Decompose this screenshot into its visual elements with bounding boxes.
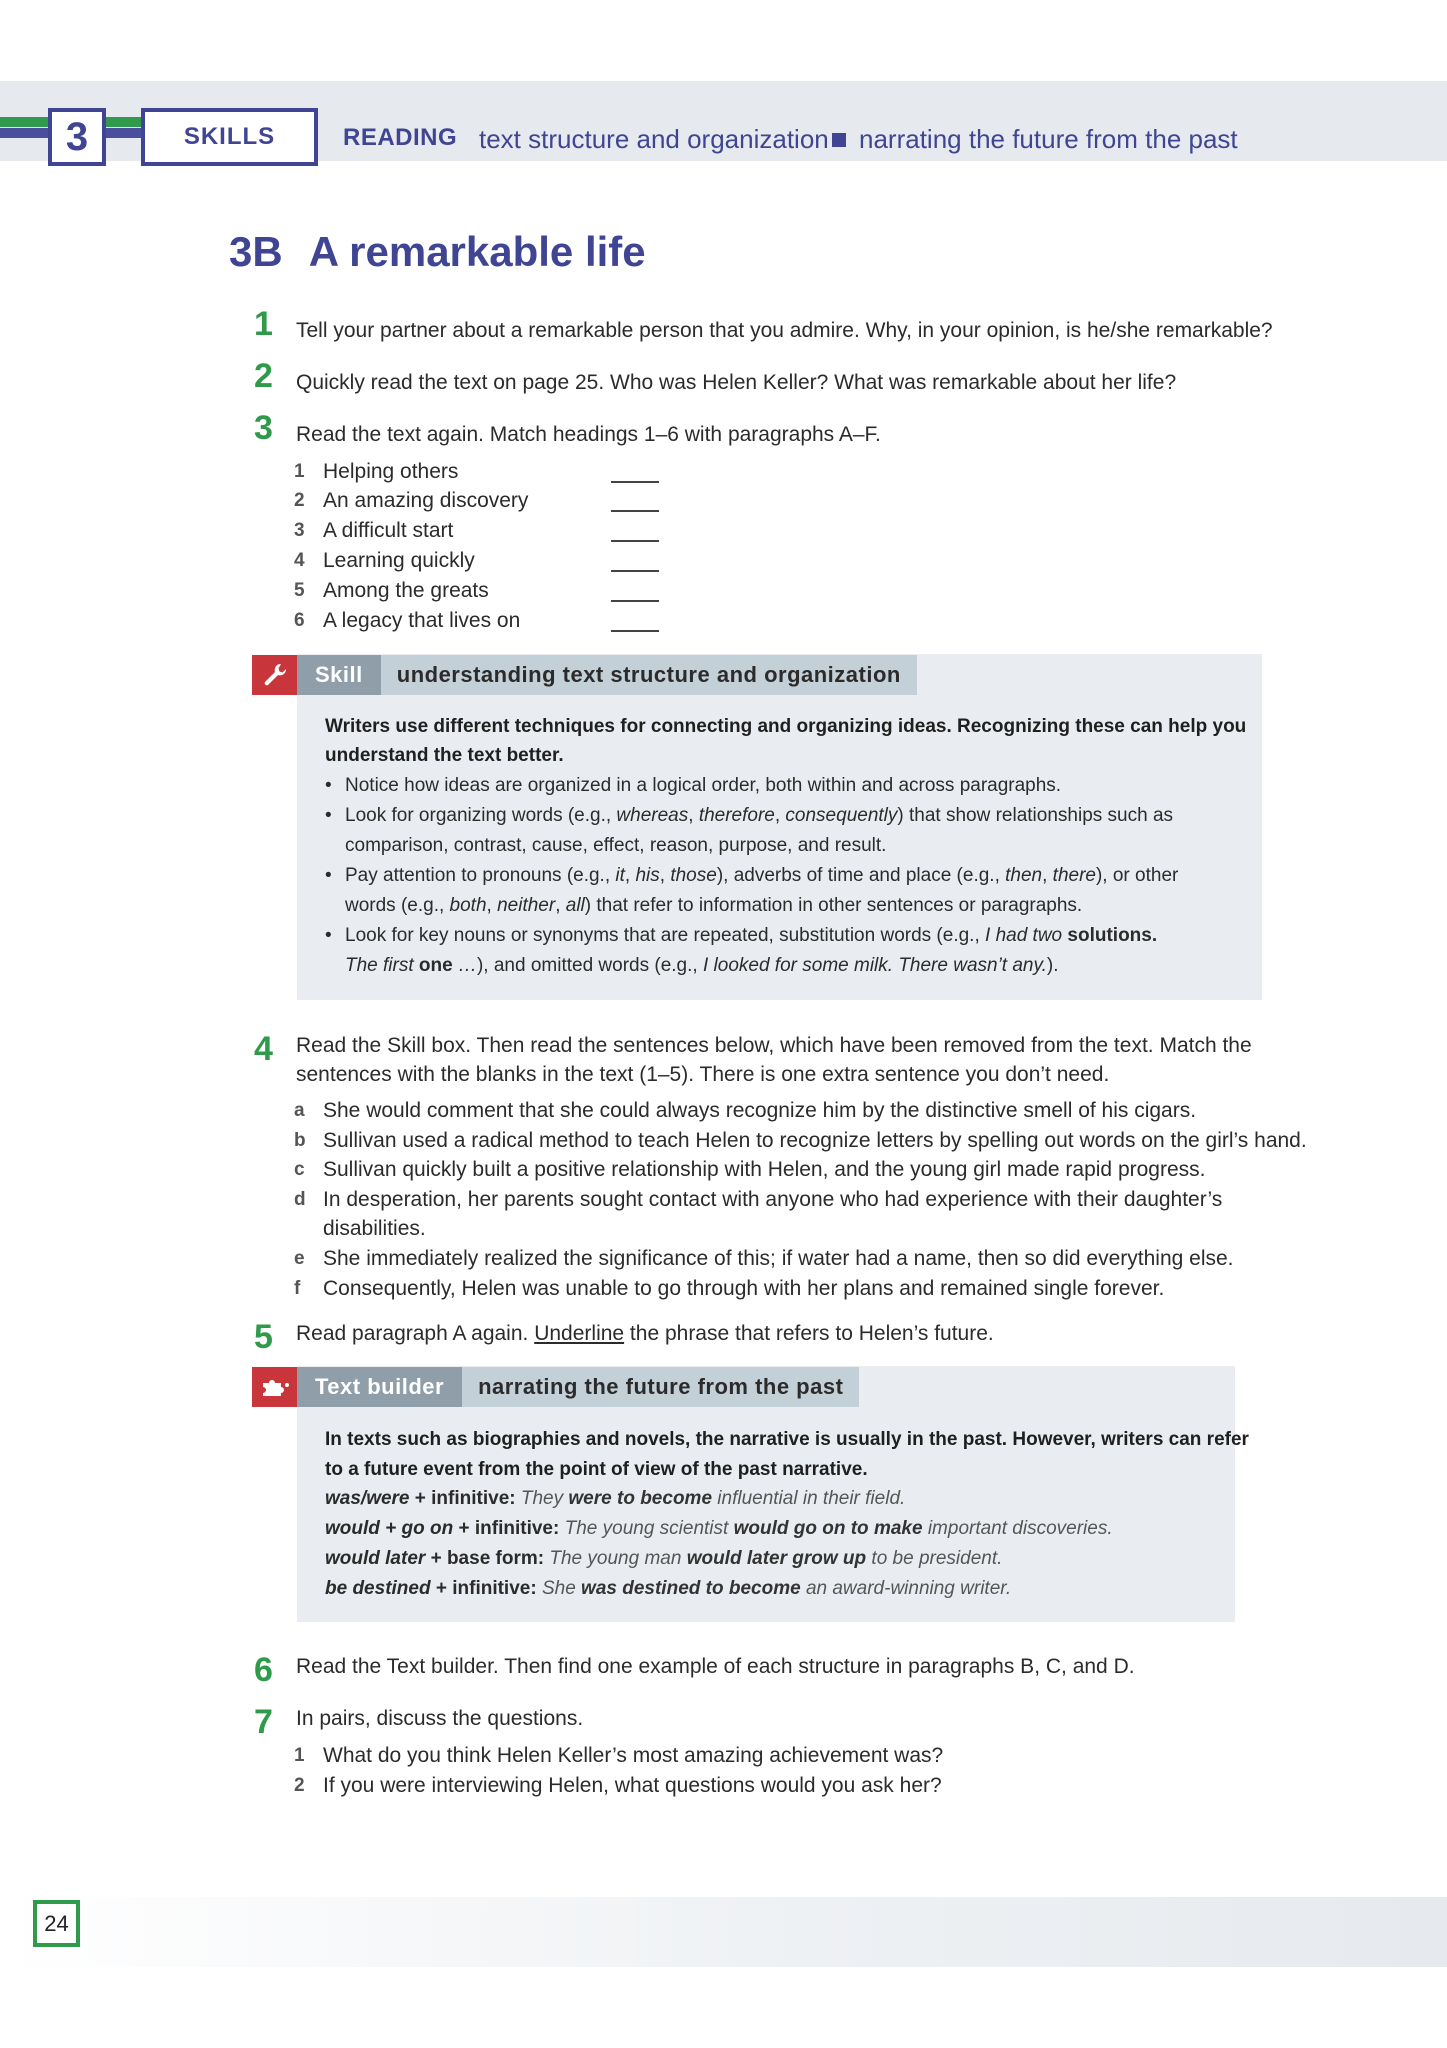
- answer-blank[interactable]: [611, 570, 659, 572]
- skill-bullet-2-cont: comparison, contrast, cause, effect, reason, purpose, and result.: [345, 835, 887, 856]
- question-text: If you were interviewing Helen, what questions would you ask her?: [323, 1774, 942, 1797]
- skill-bullet-2: Look for organizing words (e.g., whereas, therefore, consequently) that show relationships such as: [345, 805, 1174, 826]
- structure-row: would later + base form: The young man would later grow up to be president.: [325, 1548, 1003, 1569]
- sentence-letter: d: [294, 1189, 306, 1210]
- square-bullet-icon: [832, 133, 846, 147]
- sentence-text: Sullivan used a radical method to teach Helen to recognize letters by spelling out words on the girl’s hand.: [323, 1129, 1307, 1152]
- question-text: What do you think Helen Keller’s most amazing achievement was?: [323, 1744, 944, 1767]
- skill-intro: understand the text better.: [325, 745, 564, 766]
- text-builder-intro: to a future event from the point of view of the past narrative.: [325, 1459, 868, 1480]
- heading-number: 5: [294, 580, 305, 601]
- structure-row: be destined + infinitive: She was destined to become an award-winning writer.: [325, 1578, 1012, 1599]
- text-builder-intro: In texts such as biographies and novels, the narrative is usually in the past. However, writers can refer: [325, 1429, 1249, 1450]
- skill-intro: Writers use different techniques for connecting and organizing ideas. Recognizing these can help you: [325, 716, 1247, 737]
- sentence-text-cont: disabilities.: [323, 1217, 426, 1240]
- bullet-icon: •: [325, 925, 332, 946]
- exercise-number: 7: [254, 1703, 273, 1741]
- exercise-number: 6: [254, 1651, 273, 1689]
- exercise-4-instruction-cont: sentences with the blanks in the text (1–5). There is one extra sentence you don’t need.: [296, 1063, 1110, 1086]
- lesson-code: 3B: [229, 228, 283, 275]
- exercise-number: 4: [254, 1030, 273, 1068]
- exercise-6-instruction: Read the Text builder. Then find one example of each structure in paragraphs B, C, and D.: [296, 1655, 1135, 1678]
- bullet-icon: •: [325, 805, 332, 826]
- exercise-number: 2: [254, 357, 273, 395]
- answer-blank[interactable]: [611, 600, 659, 602]
- text-builder-label: Text builder: [297, 1367, 462, 1407]
- bullet-icon: •: [325, 865, 332, 886]
- skill-title: understanding text structure and organization: [381, 655, 917, 695]
- text-builder-title: narrating the future from the past: [462, 1367, 859, 1407]
- heading-text: Helping others: [323, 460, 459, 483]
- exercise-3-instruction: Read the text again. Match headings 1–6 with paragraphs A–F.: [296, 423, 881, 446]
- sentence-text: She would comment that she could always recognize him by the distinctive smell of his cigars.: [323, 1099, 1197, 1122]
- sentence-letter: b: [294, 1130, 306, 1151]
- heading-number: 3: [294, 520, 305, 541]
- skill-bullet-4: Look for key nouns or synonyms that are repeated, substitution words (e.g., I had two solutions.: [345, 925, 1158, 946]
- heading-number: 1: [294, 461, 305, 482]
- answer-blank[interactable]: [611, 481, 659, 483]
- skill-type: READING: [343, 124, 458, 151]
- skill-bullet-3: Pay attention to pronouns (e.g., it, his, those), adverbs of time and place (e.g., then, there), or other: [345, 865, 1179, 886]
- heading-number: 6: [294, 610, 305, 631]
- structure-row: would + go on + infinitive: The young scientist would go on to make important discoveries.: [325, 1518, 1113, 1539]
- sentence-text: Sullivan quickly built a positive relationship with Helen, and the young girl made rapid progress.: [323, 1158, 1206, 1181]
- skill-bullet-4-cont: The first one …), and omitted words (e.g., I looked for some milk. There wasn’t any.).: [345, 955, 1059, 976]
- answer-blank[interactable]: [611, 540, 659, 542]
- wrench-icon: [252, 655, 297, 695]
- skill-bullet-3-cont: words (e.g., both, neither, all) that refer to information in other sentences or paragraphs.: [345, 895, 1083, 916]
- heading-text: A difficult start: [323, 519, 454, 542]
- header-topic-2: narrating the future from the past: [859, 124, 1238, 154]
- page-number: 24: [33, 1900, 80, 1947]
- skill-label: Skill: [297, 655, 381, 695]
- exercise-number: 1: [254, 305, 273, 343]
- sentence-letter: c: [294, 1159, 305, 1180]
- answer-blank[interactable]: [611, 510, 659, 512]
- exercise-4-instruction: Read the Skill box. Then read the sentences below, which have been removed from the text. Match the: [296, 1034, 1252, 1057]
- question-number: 1: [294, 1745, 305, 1766]
- heading-number: 4: [294, 550, 305, 571]
- exercise-7-instruction: In pairs, discuss the questions.: [296, 1707, 584, 1730]
- heading-text: An amazing discovery: [323, 489, 529, 512]
- sentence-text: In desperation, her parents sought contact with anyone who had experience with their daughter’s: [323, 1188, 1223, 1211]
- exercise-number: 3: [254, 409, 273, 447]
- exercise-2-instruction: Quickly read the text on page 25. Who was Helen Keller? What was remarkable about her life?: [296, 371, 1177, 394]
- heading-text: Among the greats: [323, 579, 489, 602]
- exercise-1-instruction: Tell your partner about a remarkable person that you admire. Why, in your opinion, is he/she remarkable?: [296, 319, 1273, 342]
- exercise-number: 5: [254, 1318, 273, 1356]
- skill-box-tab: [252, 655, 917, 695]
- sentence-letter: f: [294, 1278, 301, 1299]
- structure-row: was/were + infinitive: They were to become influential in their field.: [325, 1488, 906, 1509]
- heading-text: Learning quickly: [323, 549, 475, 572]
- unit-number: 3: [48, 108, 106, 166]
- answer-blank[interactable]: [611, 630, 659, 632]
- exercise-5-instruction: Read paragraph A again. Underline the phrase that refers to Helen’s future.: [296, 1322, 994, 1345]
- question-number: 2: [294, 1775, 305, 1796]
- footer-band: [0, 1897, 1447, 1967]
- sentence-letter: e: [294, 1248, 305, 1269]
- text-builder-tab: [252, 1367, 859, 1407]
- heading-text: A legacy that lives on: [323, 609, 521, 632]
- lesson-title: A remarkable life: [308, 228, 646, 275]
- sentence-text: Consequently, Helen was unable to go through with her plans and remained single forever.: [323, 1277, 1165, 1300]
- puzzle-icon: [252, 1367, 297, 1407]
- bullet-icon: •: [325, 775, 332, 796]
- sentence-text: She immediately realized the significance of this; if water had a name, then so did everything else.: [323, 1247, 1234, 1270]
- section-label: SKILLS: [141, 108, 318, 166]
- skill-bullet-1: Notice how ideas are organized in a logical order, both within and across paragraphs.: [345, 775, 1062, 796]
- header-topic-1: text structure and organization: [479, 124, 829, 154]
- sentence-letter: a: [294, 1100, 305, 1121]
- heading-number: 2: [294, 490, 305, 511]
- page-title: [229, 228, 646, 276]
